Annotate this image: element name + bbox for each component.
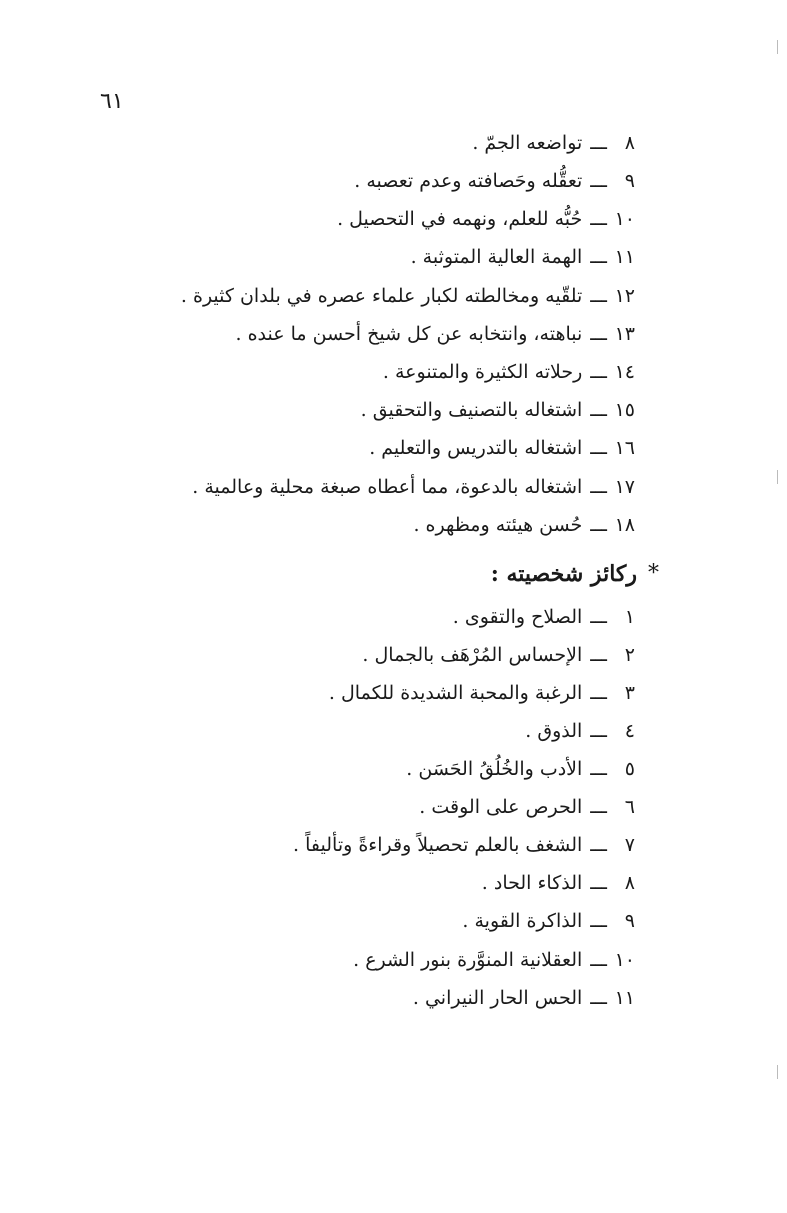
- list-item: [525, 718, 635, 744]
- item-dash: ـــ: [590, 644, 607, 666]
- item-text: الذاكرة القوية .: [462, 910, 583, 932]
- item-dash: ـــ: [590, 682, 607, 704]
- item-text: اشتغاله بالدعوة، مما أعطاه صبغة محلية وعالمية .: [192, 476, 583, 498]
- item-number: ٩: [624, 170, 635, 192]
- item-number: ١٠: [614, 949, 635, 971]
- item-text: حُبُّه للعلم، ونهمه في التحصيل .: [337, 208, 583, 230]
- item-text: العقلانية المنوَّرة بنور الشرع .: [353, 949, 583, 971]
- item-text: الصلاح والتقوى .: [452, 606, 583, 628]
- item-number: ٨: [624, 132, 635, 154]
- item-dash: ـــ: [590, 437, 607, 459]
- item-number: ١٧: [614, 476, 635, 498]
- item-number: ٦: [624, 796, 635, 818]
- item-text: الهمة العالية المتوثبة .: [410, 246, 583, 268]
- item-dash: ـــ: [590, 399, 607, 421]
- item-number: ١٠: [614, 208, 635, 230]
- item-dash: ـــ: [590, 834, 607, 856]
- item-text: اشتغاله بالتصنيف والتحقيق .: [360, 399, 583, 421]
- item-number: ٨: [624, 872, 635, 894]
- section-title: ركائز شخصيته :: [490, 561, 637, 587]
- item-number: ٣: [624, 682, 635, 704]
- item-number: ١٣: [614, 323, 635, 345]
- item-dash: ـــ: [590, 361, 607, 383]
- item-dash: ـــ: [590, 987, 607, 1009]
- item-text: الحس الحار النيراني .: [412, 987, 583, 1009]
- list-item: [462, 908, 635, 934]
- item-dash: ـــ: [590, 476, 607, 498]
- asterisk-icon: *: [648, 561, 659, 586]
- item-number: ٢: [624, 644, 635, 666]
- item-text: نباهته، وانتخابه عن كل شيخ أحسن ما عنده .: [235, 323, 583, 345]
- item-dash: ـــ: [590, 910, 607, 932]
- item-number: ١: [624, 606, 635, 628]
- item-text: الرغبة والمحبة الشديدة للكمال .: [328, 682, 583, 704]
- item-dash: ـــ: [590, 758, 607, 780]
- section-heading: [490, 559, 659, 589]
- item-number: ١٢: [614, 285, 635, 307]
- item-number: ٧: [624, 834, 635, 856]
- item-dash: ـــ: [590, 514, 607, 536]
- item-dash: ـــ: [590, 246, 607, 268]
- item-number: ١٥: [614, 399, 635, 421]
- list-item: [482, 870, 635, 896]
- list-item: [329, 680, 635, 706]
- item-dash: ـــ: [590, 132, 607, 154]
- item-dash: ـــ: [590, 606, 607, 628]
- item-text: تلقّيه ومخالطته لكبار علماء عصره في بلدان كثيرة .: [180, 285, 583, 307]
- item-dash: ـــ: [590, 170, 607, 192]
- item-dash: ـــ: [590, 208, 607, 230]
- item-number: ٩: [624, 910, 635, 932]
- list-item: [236, 321, 636, 347]
- list-item: [413, 985, 635, 1011]
- list-item: [337, 206, 635, 232]
- list-item: [362, 642, 635, 668]
- list-item: [192, 474, 635, 500]
- item-number: ١٦: [614, 437, 635, 459]
- item-text: الذوق .: [525, 720, 583, 742]
- list-item: [419, 794, 635, 820]
- item-number: ٥: [624, 758, 635, 780]
- item-dash: ـــ: [590, 720, 607, 742]
- list-item: [369, 435, 635, 461]
- list-item: [353, 947, 635, 973]
- item-number: ٤: [624, 720, 635, 742]
- item-text: الإحساس المُرْهَف بالجمال .: [362, 644, 583, 666]
- item-text: رحلاته الكثيرة والمتنوعة .: [382, 361, 583, 383]
- item-number: ١١: [614, 246, 635, 268]
- item-dash: ـــ: [590, 285, 607, 307]
- list-item: [293, 832, 635, 858]
- page-edge-mark: [777, 470, 778, 484]
- item-text: حُسن هيئته ومظهره .: [413, 514, 583, 536]
- list-item: [453, 604, 635, 630]
- item-dash: ـــ: [590, 872, 607, 894]
- item-text: الأدب والخُلُقُ الحَسَن .: [406, 758, 583, 780]
- item-dash: ـــ: [590, 949, 607, 971]
- item-text: الحرص على الوقت .: [419, 796, 583, 818]
- list-item: [472, 130, 635, 156]
- list-item: [413, 512, 635, 538]
- list-item: [354, 168, 635, 194]
- item-text: تعقُّله وحَصافته وعدم تعصبه .: [354, 170, 583, 192]
- item-dash: ـــ: [590, 796, 607, 818]
- item-text: اشتغاله بالتدريس والتعليم .: [369, 437, 583, 459]
- page-number: ٦١: [100, 89, 124, 114]
- item-dash: ـــ: [590, 323, 607, 345]
- item-number: ١٨: [614, 514, 635, 536]
- page-edge-mark: [777, 40, 778, 54]
- page-edge-mark: [777, 1065, 778, 1079]
- list-item: [361, 397, 635, 423]
- item-text: الذكاء الحاد .: [481, 872, 583, 894]
- list-item: [181, 283, 635, 309]
- item-text: الشغف بالعلم تحصيلاً وقراءةً وتأليفاً .: [293, 834, 583, 856]
- list-item: [411, 244, 635, 270]
- item-number: ١١: [614, 987, 635, 1009]
- list-item: [383, 359, 635, 385]
- item-text: تواضعه الجمّ .: [472, 132, 583, 154]
- list-item: [406, 756, 635, 782]
- item-number: ١٤: [614, 361, 635, 383]
